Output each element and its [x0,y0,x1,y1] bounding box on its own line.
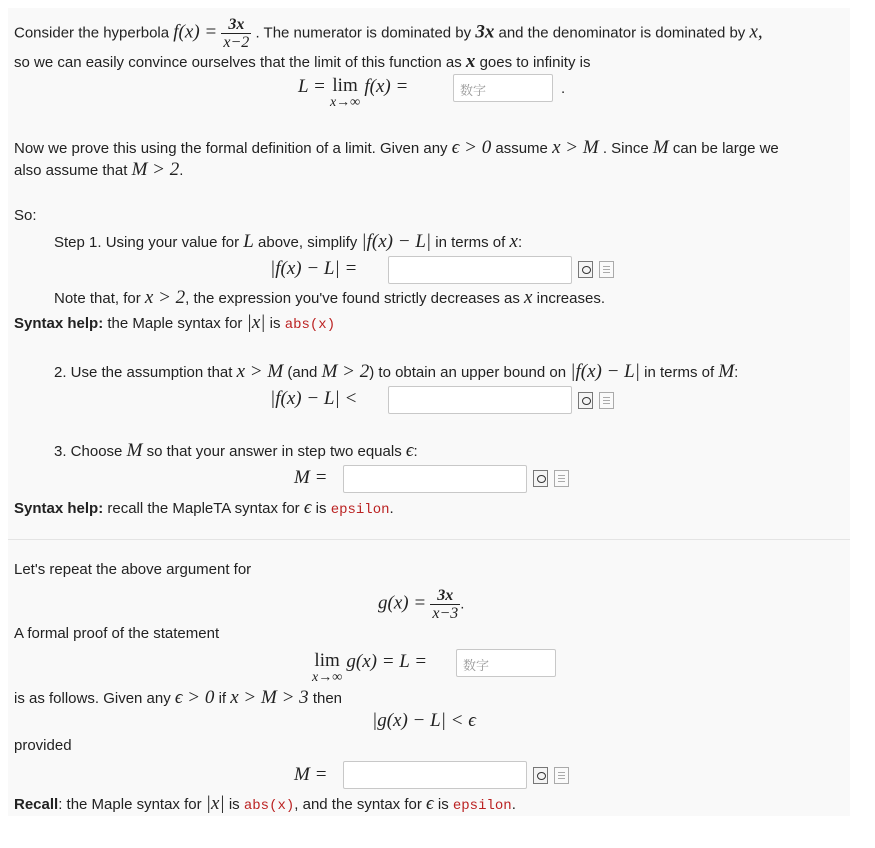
formal-proof-label: A formal proof of the statement [14,625,220,642]
f-fraction: $\frac{3x}{x-2}$ [223,16,250,51]
follows-line: is as follows. Given any ϵ > 0 if x > M > 3 then [14,687,343,708]
syntax-help-icon[interactable] [599,392,614,409]
step1-answer-input[interactable] [388,256,572,284]
provided-label: provided [14,737,72,754]
g-M-answer-input[interactable] [343,761,527,789]
syntax-help-icon[interactable] [554,767,569,784]
f-of-x: f(x) = [173,21,218,43]
section-divider [8,539,850,540]
step3-answer-input[interactable] [343,465,527,493]
syntax-help-1: Syntax help: the Maple syntax for |x| is abs(x) [14,312,336,333]
g-definition: g(x) = $\frac{3x}{x-3}$ . [378,587,465,622]
step2-text: 2. Use the assumption that x > M (and M > 2) to obtain an upper bound on |f(x) − L| in terms of M: [54,361,739,382]
g-limit-expression: lim x→∞ g(x) = L = [312,650,428,685]
preview-icon[interactable] [533,470,548,487]
intro-line-1: Consider the hyperbola f(x) = $\frac{3x}{x-2}$ . The numerator is dominated by 3x and the denominator is dominated by x, [14,16,763,51]
proof-line-1: Now we prove this using the formal definition of a limit. Given any ϵ > 0 assume x > M . Since M can be large we [14,137,779,158]
proof-line-2: also assume that M > 2. [14,159,184,180]
step3-text: 3. Choose M so that your answer in step two equals ϵ: [54,440,418,461]
intro-lead: Consider the hyperbola [14,24,170,42]
syntax-help-icon[interactable] [554,470,569,487]
step1-text: Step 1. Using your value for L above, simplify |f(x) − L| in terms of x: [54,231,523,252]
preview-icon[interactable] [533,767,548,784]
recall-line: Recall: the Maple syntax for |x| is abs(x), and the syntax for ϵ is epsilon. [14,793,516,814]
intro-line-2: so we can easily convince ourselves that the limit of this function as x goes to infinity is [14,51,591,72]
g-limit-answer-input[interactable]: 数字 [456,649,556,677]
step3-equation: M = [294,467,328,488]
limit-answer-input[interactable]: 数字 [453,74,553,102]
syntax-help-icon[interactable] [599,261,614,278]
preview-icon[interactable] [578,261,593,278]
step1-note: Note that, for x > 2, the expression you've found strictly decreases as x increases. [54,287,606,308]
repeat-lead: Let's repeat the above argument for [14,561,252,578]
step2-inequality: |f(x) − L| < [270,388,358,409]
step2-answer-input[interactable] [388,386,572,414]
syntax-help-2: Syntax help: recall the MapleTA syntax for ϵ is epsilon. [14,497,394,518]
limit-expression: L = lim x→∞ f(x) = [298,75,409,110]
so-label: So: [14,207,37,224]
g-inequality: |g(x) − L| < ϵ [372,710,476,731]
g-M-equation: M = [294,764,328,785]
preview-icon[interactable] [578,392,593,409]
step1-equation: |f(x) − L| = [270,258,358,279]
